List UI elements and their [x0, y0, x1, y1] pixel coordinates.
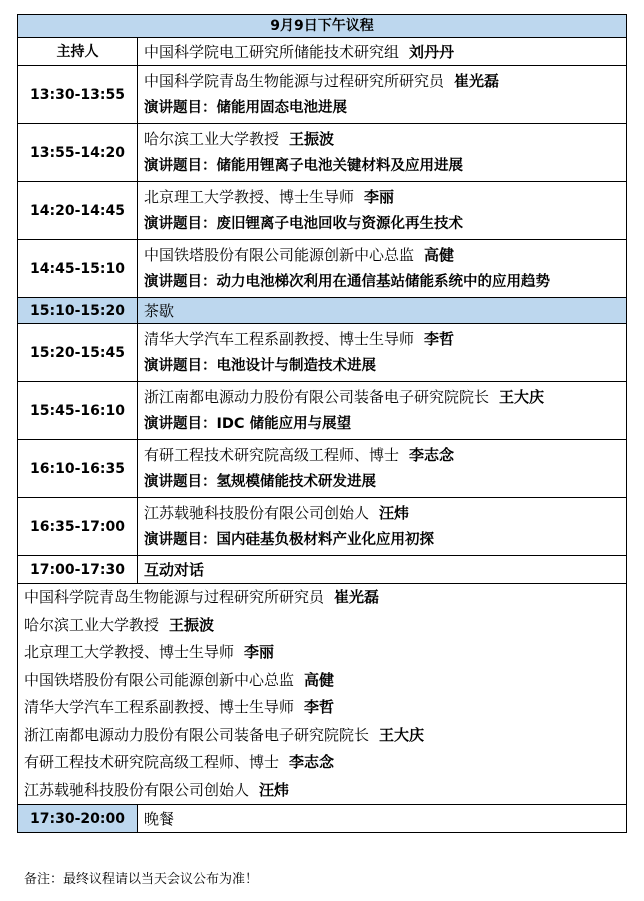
agenda-title: 9月9日下午议程: [18, 15, 627, 38]
speaker-affiliation: 哈尔滨工业大学教授: [144, 129, 280, 148]
session-row: [18, 382, 627, 440]
talk-prefix: 演讲题目：: [144, 531, 217, 548]
panelists-cell: [18, 584, 627, 805]
session-cell: [138, 324, 627, 382]
session-row: [18, 324, 627, 382]
speaker-affiliation: 中国科学院青岛生物能源与过程研究所研究员: [144, 71, 445, 90]
host-cell: [138, 38, 627, 66]
sessions-block-1: [18, 66, 627, 298]
panelist-name: 崔光磊: [334, 588, 380, 606]
talk-line: [144, 527, 620, 554]
panelist-item: [24, 584, 620, 612]
session-time: 13:55-14:20: [18, 124, 138, 182]
speaker-affiliation: 清华大学汽车工程系副教授、博士生导师: [144, 329, 415, 348]
speaker-affiliation: 有研工程技术研究院高级工程师、博士: [144, 445, 400, 464]
session-row: [18, 498, 627, 556]
talk-title: 废旧锂离子电池回收与资源化再生技术: [216, 215, 463, 232]
dinner-time: 17:30-20:00: [18, 805, 138, 833]
panelist-item: [24, 777, 620, 805]
talk-title: 动力电池梯次利用在通信基站储能系统中的应用趋势: [216, 273, 550, 290]
panelist-affiliation: 中国铁塔股份有限公司能源创新中心总监: [24, 670, 295, 689]
host-name: 刘丹丹: [409, 42, 455, 61]
session-time: 15:45-16:10: [18, 382, 138, 440]
speaker-name: 李丽: [364, 187, 395, 206]
session-cell: [138, 382, 627, 440]
panelist-affiliation: 江苏载驰科技股份有限公司创始人: [24, 780, 250, 799]
speaker-affiliation: 江苏载驰科技股份有限公司创始人: [144, 503, 370, 522]
panelist-item: [24, 694, 620, 722]
panelist-affiliation: 北京理工大学教授、博士生导师: [24, 643, 235, 661]
speaker-name: 汪炜: [379, 503, 410, 522]
agenda-table: [17, 14, 627, 833]
panelist-item: [24, 749, 620, 777]
talk-prefix: 演讲题目：: [144, 473, 217, 490]
talk-line: [144, 153, 620, 180]
panelist-name: 王大庆: [379, 725, 425, 744]
tea-break-time: 15:10-15:20: [18, 298, 138, 324]
panelist-item: [24, 639, 620, 667]
talk-title: 电池设计与制造技术进展: [216, 357, 376, 374]
panelist-name: 李志念: [289, 753, 335, 771]
speaker-line: [144, 326, 620, 353]
speaker-name: 李哲: [424, 329, 455, 348]
talk-prefix: 演讲题目：: [144, 357, 217, 374]
session-cell: [138, 66, 627, 124]
session-time: 16:35-17:00: [18, 498, 138, 556]
panelist-name: 王振波: [169, 615, 215, 634]
session-row: [18, 66, 627, 124]
talk-prefix: 演讲题目：: [144, 415, 217, 432]
panelist-name: 高健: [304, 670, 335, 689]
agenda-sheet: [17, 14, 626, 833]
talk-prefix: 演讲题目：: [144, 215, 217, 232]
talk-line: [144, 211, 620, 238]
panelist-item: [24, 612, 620, 640]
dinner-row: [18, 805, 627, 833]
talk-title: IDC 储能应用与展望: [216, 415, 352, 432]
session-row: [18, 182, 627, 240]
speaker-line: [144, 184, 620, 211]
speaker-line: [144, 242, 620, 269]
panelist-name: 汪炜: [259, 780, 290, 799]
talk-line: [144, 353, 620, 380]
panelist-affiliation: 浙江南都电源动力股份有限公司装备电子研究院院长: [24, 725, 370, 744]
talk-prefix: 演讲题目：: [144, 157, 217, 174]
session-time: 14:45-15:10: [18, 240, 138, 298]
talk-title: 国内硅基负极材料产业化应用初探: [216, 531, 434, 548]
panelist-item: [24, 722, 620, 750]
speaker-name: 高健: [424, 245, 455, 264]
speaker-affiliation: 浙江南都电源动力股份有限公司装备电子研究院院长: [144, 387, 490, 406]
speaker-line: [144, 500, 620, 527]
speaker-line: [144, 126, 620, 153]
session-cell: [138, 440, 627, 498]
discussion-time: 17:00-17:30: [18, 556, 138, 584]
talk-prefix: 演讲题目：: [144, 99, 217, 116]
tea-break-row: [18, 298, 627, 324]
panelist-name: 李哲: [304, 698, 335, 716]
speaker-line: [144, 68, 620, 95]
talk-title: 储能用锂离子电池关键材料及应用进展: [216, 157, 463, 174]
speaker-affiliation: 北京理工大学教授、博士生导师: [144, 187, 355, 206]
session-row: [18, 440, 627, 498]
agenda-header-row: [18, 15, 627, 38]
speaker-line: [144, 384, 620, 411]
host-affiliation: 中国科学院电工研究所储能技术研究组: [144, 42, 400, 61]
session-time: 14:20-14:45: [18, 182, 138, 240]
speaker-affiliation: 中国铁塔股份有限公司能源创新中心总监: [144, 245, 415, 264]
discussion-row: [18, 556, 627, 584]
footnote: 备注：最终议程请以当天会议公布为准！: [24, 872, 259, 887]
panelist-affiliation: 中国科学院青岛生物能源与过程研究所研究员: [24, 588, 325, 606]
session-cell: [138, 240, 627, 298]
session-cell: [138, 124, 627, 182]
talk-prefix: 演讲题目：: [144, 273, 217, 290]
talk-title: 储能用固态电池进展: [216, 99, 347, 116]
panelist-affiliation: 清华大学汽车工程系副教授、博士生导师: [24, 698, 295, 716]
host-row: [18, 38, 627, 66]
talk-line: [144, 269, 620, 296]
speaker-name: 崔光磊: [454, 71, 500, 90]
speaker-name: 王大庆: [499, 387, 545, 406]
speaker-line: [144, 442, 620, 469]
panelists-row: [18, 584, 627, 805]
talk-line: [144, 469, 620, 496]
tea-break-label: 茶歇: [138, 298, 627, 324]
session-row: [18, 124, 627, 182]
panelist-affiliation: 有研工程技术研究院高级工程师、博士: [24, 753, 280, 771]
talk-line: [144, 411, 620, 438]
session-time: 16:10-16:35: [18, 440, 138, 498]
panelist-item: [24, 667, 620, 695]
dinner-label: 晚餐: [138, 805, 627, 833]
talk-line: [144, 95, 620, 122]
session-cell: [138, 182, 627, 240]
session-time: 13:30-13:55: [18, 66, 138, 124]
sessions-block-2: [18, 324, 627, 556]
session-cell: [138, 498, 627, 556]
speaker-name: 李志念: [409, 445, 455, 464]
session-time: 15:20-15:45: [18, 324, 138, 382]
talk-title: 氢规模储能技术研发进展: [216, 473, 376, 490]
speaker-name: 王振波: [289, 129, 335, 148]
discussion-label: 互动对话: [138, 556, 627, 584]
host-label: 主持人: [18, 38, 138, 66]
panelist-affiliation: 哈尔滨工业大学教授: [24, 615, 160, 634]
session-row: [18, 240, 627, 298]
panelist-name: 李丽: [244, 643, 275, 661]
